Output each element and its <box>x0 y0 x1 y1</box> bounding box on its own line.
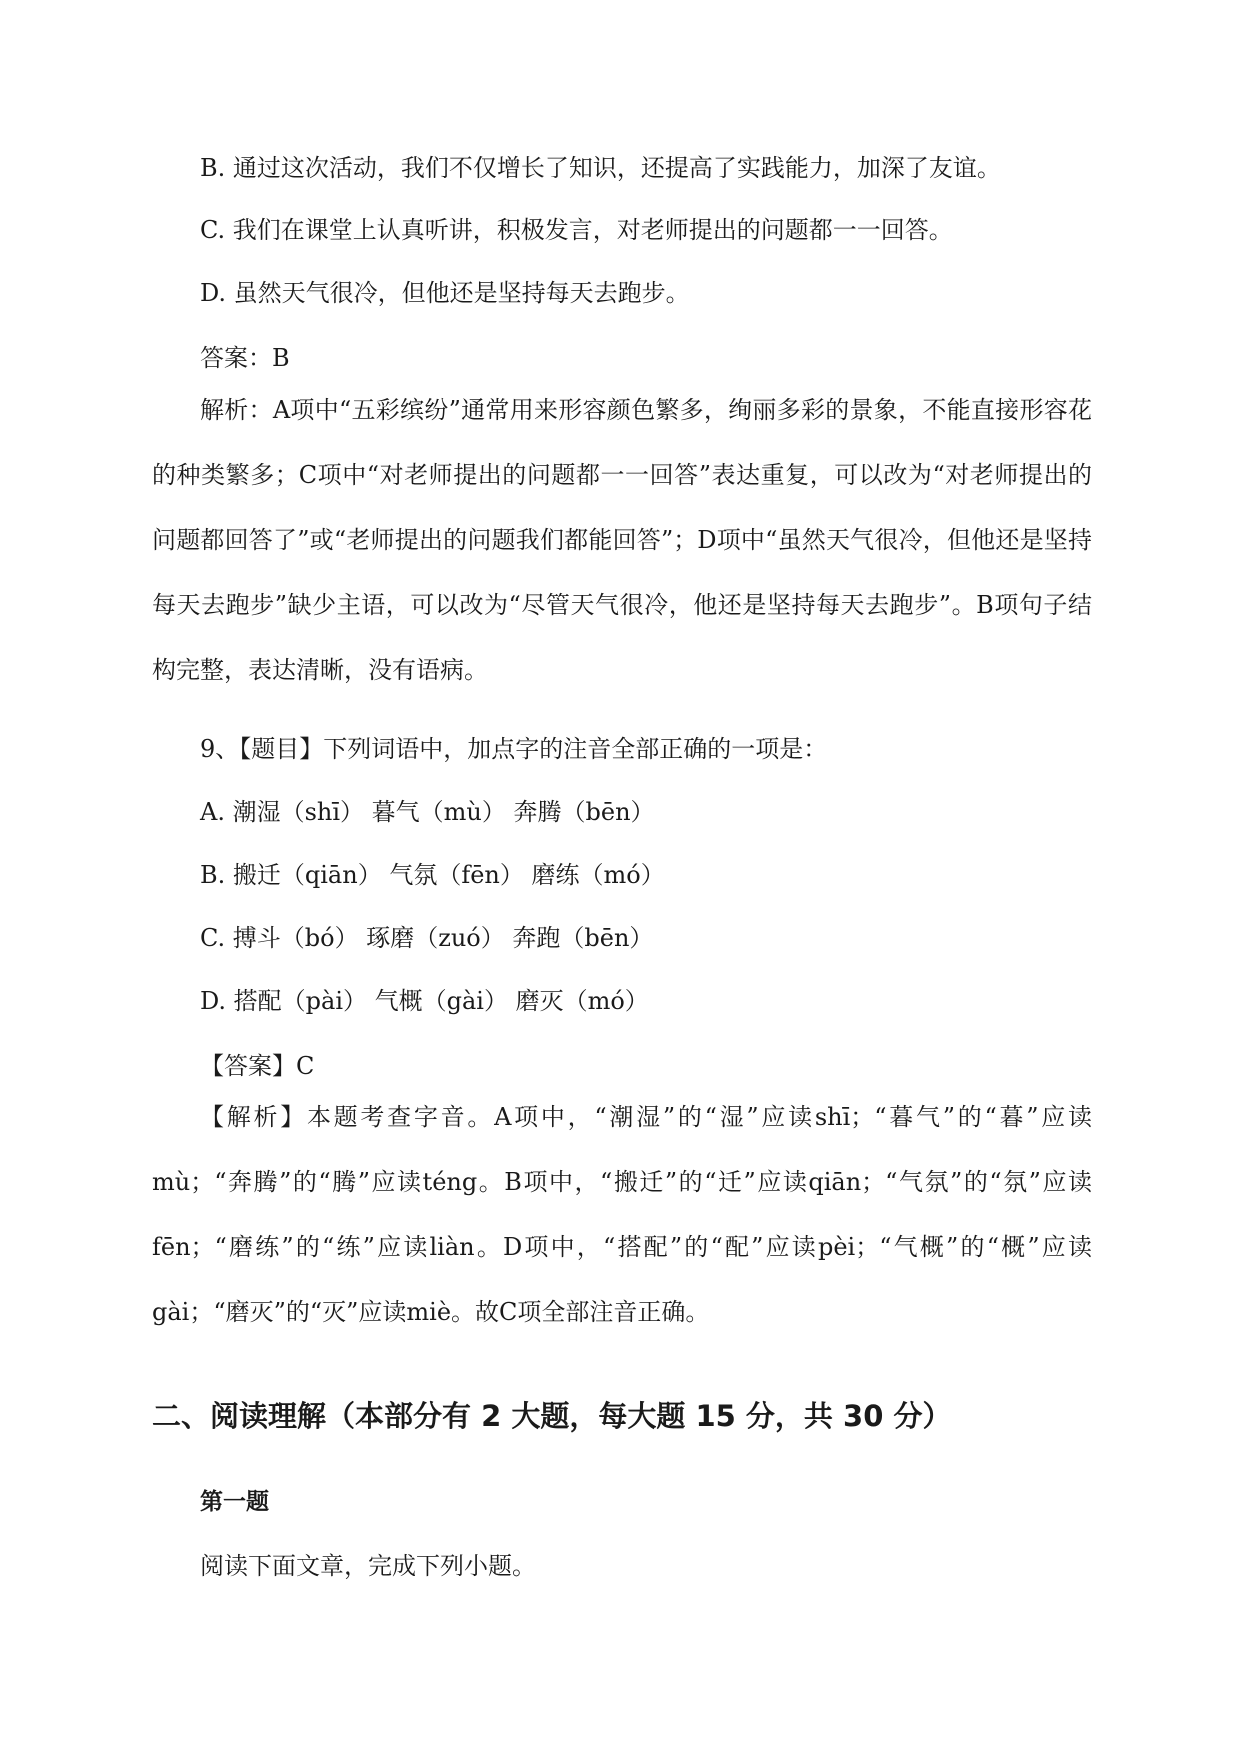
q8-answer: 答案：B <box>200 344 290 372</box>
q8-option-c: C. 我们在课堂上认真听讲，积极发言，对老师提出的问题都一一回答。 <box>200 216 953 244</box>
q9-question: 9、【题目】下列词语中，加点字的注音全部正确的一项是： <box>200 735 828 763</box>
q8-option-d: D. 虽然天气很冷，但他还是坚持每天去跑步。 <box>200 279 690 307</box>
q9-answer: 【答案】C <box>200 1052 315 1080</box>
q8-option-b: B. 通过这次活动，我们不仅增长了知识，还提高了实践能力，加深了友谊。 <box>200 154 1001 182</box>
q9-option-d: D. 搭配（pài） 气概（gài） 磨灭（mó） <box>200 987 649 1015</box>
section-subheading: 第一题 <box>200 1489 269 1515</box>
q9-option-c: C. 搏斗（bó） 琢磨（zuó） 奔跑（bēn） <box>200 924 654 952</box>
q9-option-a: A. 潮湿（shī） 暮气（mù） 奔腾（bēn） <box>200 798 655 826</box>
section-instruction: 阅读下面文章，完成下列小题。 <box>200 1552 536 1580</box>
q9-analysis: 【解析】本题考查字音。A项中，“潮湿”的“湿”应读shī；“暮气”的“暮”应读mù；“奔腾”的“腾”应读téng。B项中，“搬迁”的“迁”应读qiān；“气氛”的“氛”应读fēn；“磨练”的“练”应读liàn。D项中，“搭配”的“配”应读pèi；“气概”的“概”应读gài；“磨灭”的“灭”应读miè。故C项全部注音正确。 <box>152 1103 1092 1326</box>
section-heading: 二、阅读理解（本部分有 2 大题，每大题 15 分，共 30 分） <box>152 1399 952 1433</box>
q9-option-b: B. 搬迁（qiān） 气氛（fēn） 磨练（mó） <box>200 861 665 889</box>
q8-analysis: 解析：A项中“五彩缤纷”通常用来形容颜色繁多，绚丽多彩的景象，不能直接形容花的种类繁多；C项中“对老师提出的问题都一一回答”表达重复，可以改为“对老师提出的问题都回答了”或“老师提出的问题我们都能回答”；D项中“虽然天气很冷，但他还是坚持每天去跑步”缺少主语，可以改为“尽管天气很冷，他还是坚持每天去跑步”。B项句子结构完整，表达清晰，没有语病。 <box>152 396 1092 684</box>
